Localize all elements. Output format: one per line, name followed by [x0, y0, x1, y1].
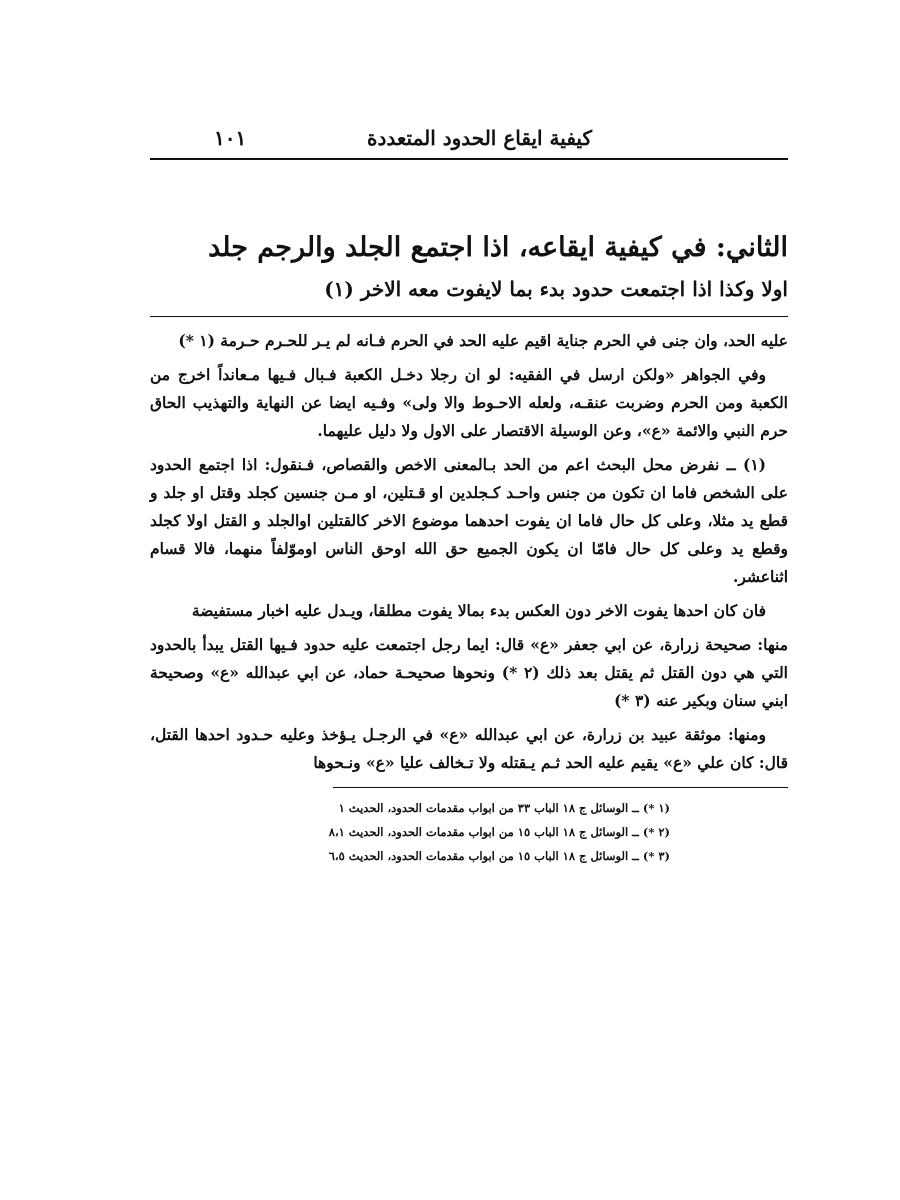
footnote: (١ *) ــ الوسائل ج ١٨ الباب ٣٣ من ابواب مقدمات الحدود، الحديث ١	[338, 801, 670, 815]
section-heading-line-1: الثاني: في كيفية ايقاعه، اذا اجتمع الجلد والرجم جلد	[208, 232, 788, 263]
page-number: ١٠١	[214, 126, 247, 150]
footnote-divider	[333, 787, 788, 788]
paragraph-note-1: (١) ــ نفرض محل البحث اعم من الحد بـالمعنى الاخص والقصاص، فـنقول: اذا اجتمع الحدود على الشخص فاما ان تكون من جنس واحـد كـجلدين او قـتلين، او مـن جنسين كجلد وقتل او جلد و قطع يد مثلا، وعلى كل حال فاما ان يفوت احدهما موضوع الاخر كالقتلين اوالجلد و القتل اولا كجلد وقطع يد وعلى كل حال فامّا ان يكون الجميع حق الله اوحق الناس اوموّلفاً منهما، فالا قسام اثناعشر.	[150, 455, 788, 586]
section-heading	[150, 226, 788, 317]
footnote: (٢ *) ــ الوسائل ج ١٨ الباب ١٥ من ابواب مقدمات الحدود، الحديث ٨،١	[328, 825, 670, 839]
paragraph-precedence: فان كان احدها يفوت الاخر دون العكس بدء بمالا يفوت مطلقا، ويـدل عليه اخبار مستفيضة	[191, 601, 766, 620]
section-heading-line-2: اولا وكذا اذا اجتمعت حدود بدء بما لايفوت معه الاخر (١)	[324, 277, 788, 301]
paragraph-zurara: منها: صحيحة زرارة، عن ابي جعفر «ع» قال: ايما رجل اجتمعت عليه حدود فـيها القتل يبدأ بالحدود التي هي دون القتل ثم يقتل بعد ذلك (٢ *) ونحوها صحيحـة حماد، عن ابي عبدالله «ع» وصحيحة ابني سنان وبكير عنه (٣ *)	[150, 635, 788, 710]
paragraph-ubayd: ومنها: موثقة عبيد بن زرارة، عن ابي عبدالله «ع» في الرجـل يـؤخذ وعليه حـدود احدها القتل، قال: كان علي «ع» يقيم عليه الحد ثـم يـقتله ولا تـخالف عليا «ع» ونـحوها	[150, 725, 788, 772]
paragraph-jawahir: وفي الجواهر «ولكن ارسل في الفقيه: لو ان رجلا دخـل الكعبة فـبال فـيها مـعانداً اخرج من الكعبة ومن الحرم وضربت عنقـه، ولعله الاحـوط والا ولى» وفـيه ايضا عن النهاية والتهذيب الحاق حرم النبي والائمة «ع»، وعن الوسيلة الاقتصار على الاول ولا دليل عليهما.	[150, 365, 788, 440]
footnote: (٣ *) ــ الوسائل ج ١٨ الباب ١٥ من ابواب مقدمات الحدود، الحديث ٦،٥	[328, 849, 670, 863]
body-text	[150, 327, 788, 777]
footnotes	[150, 796, 788, 868]
paragraph-continuation: عليه الحد، وان جنى في الحرم جناية اقيم عليه الحد في الحرم فـانه لم يـر للحـرم حـرمة (١ *)	[178, 331, 788, 350]
book-page	[150, 120, 788, 868]
running-header	[150, 120, 788, 160]
running-title: كيفية ايقاع الحدود المتعددة	[367, 126, 592, 150]
